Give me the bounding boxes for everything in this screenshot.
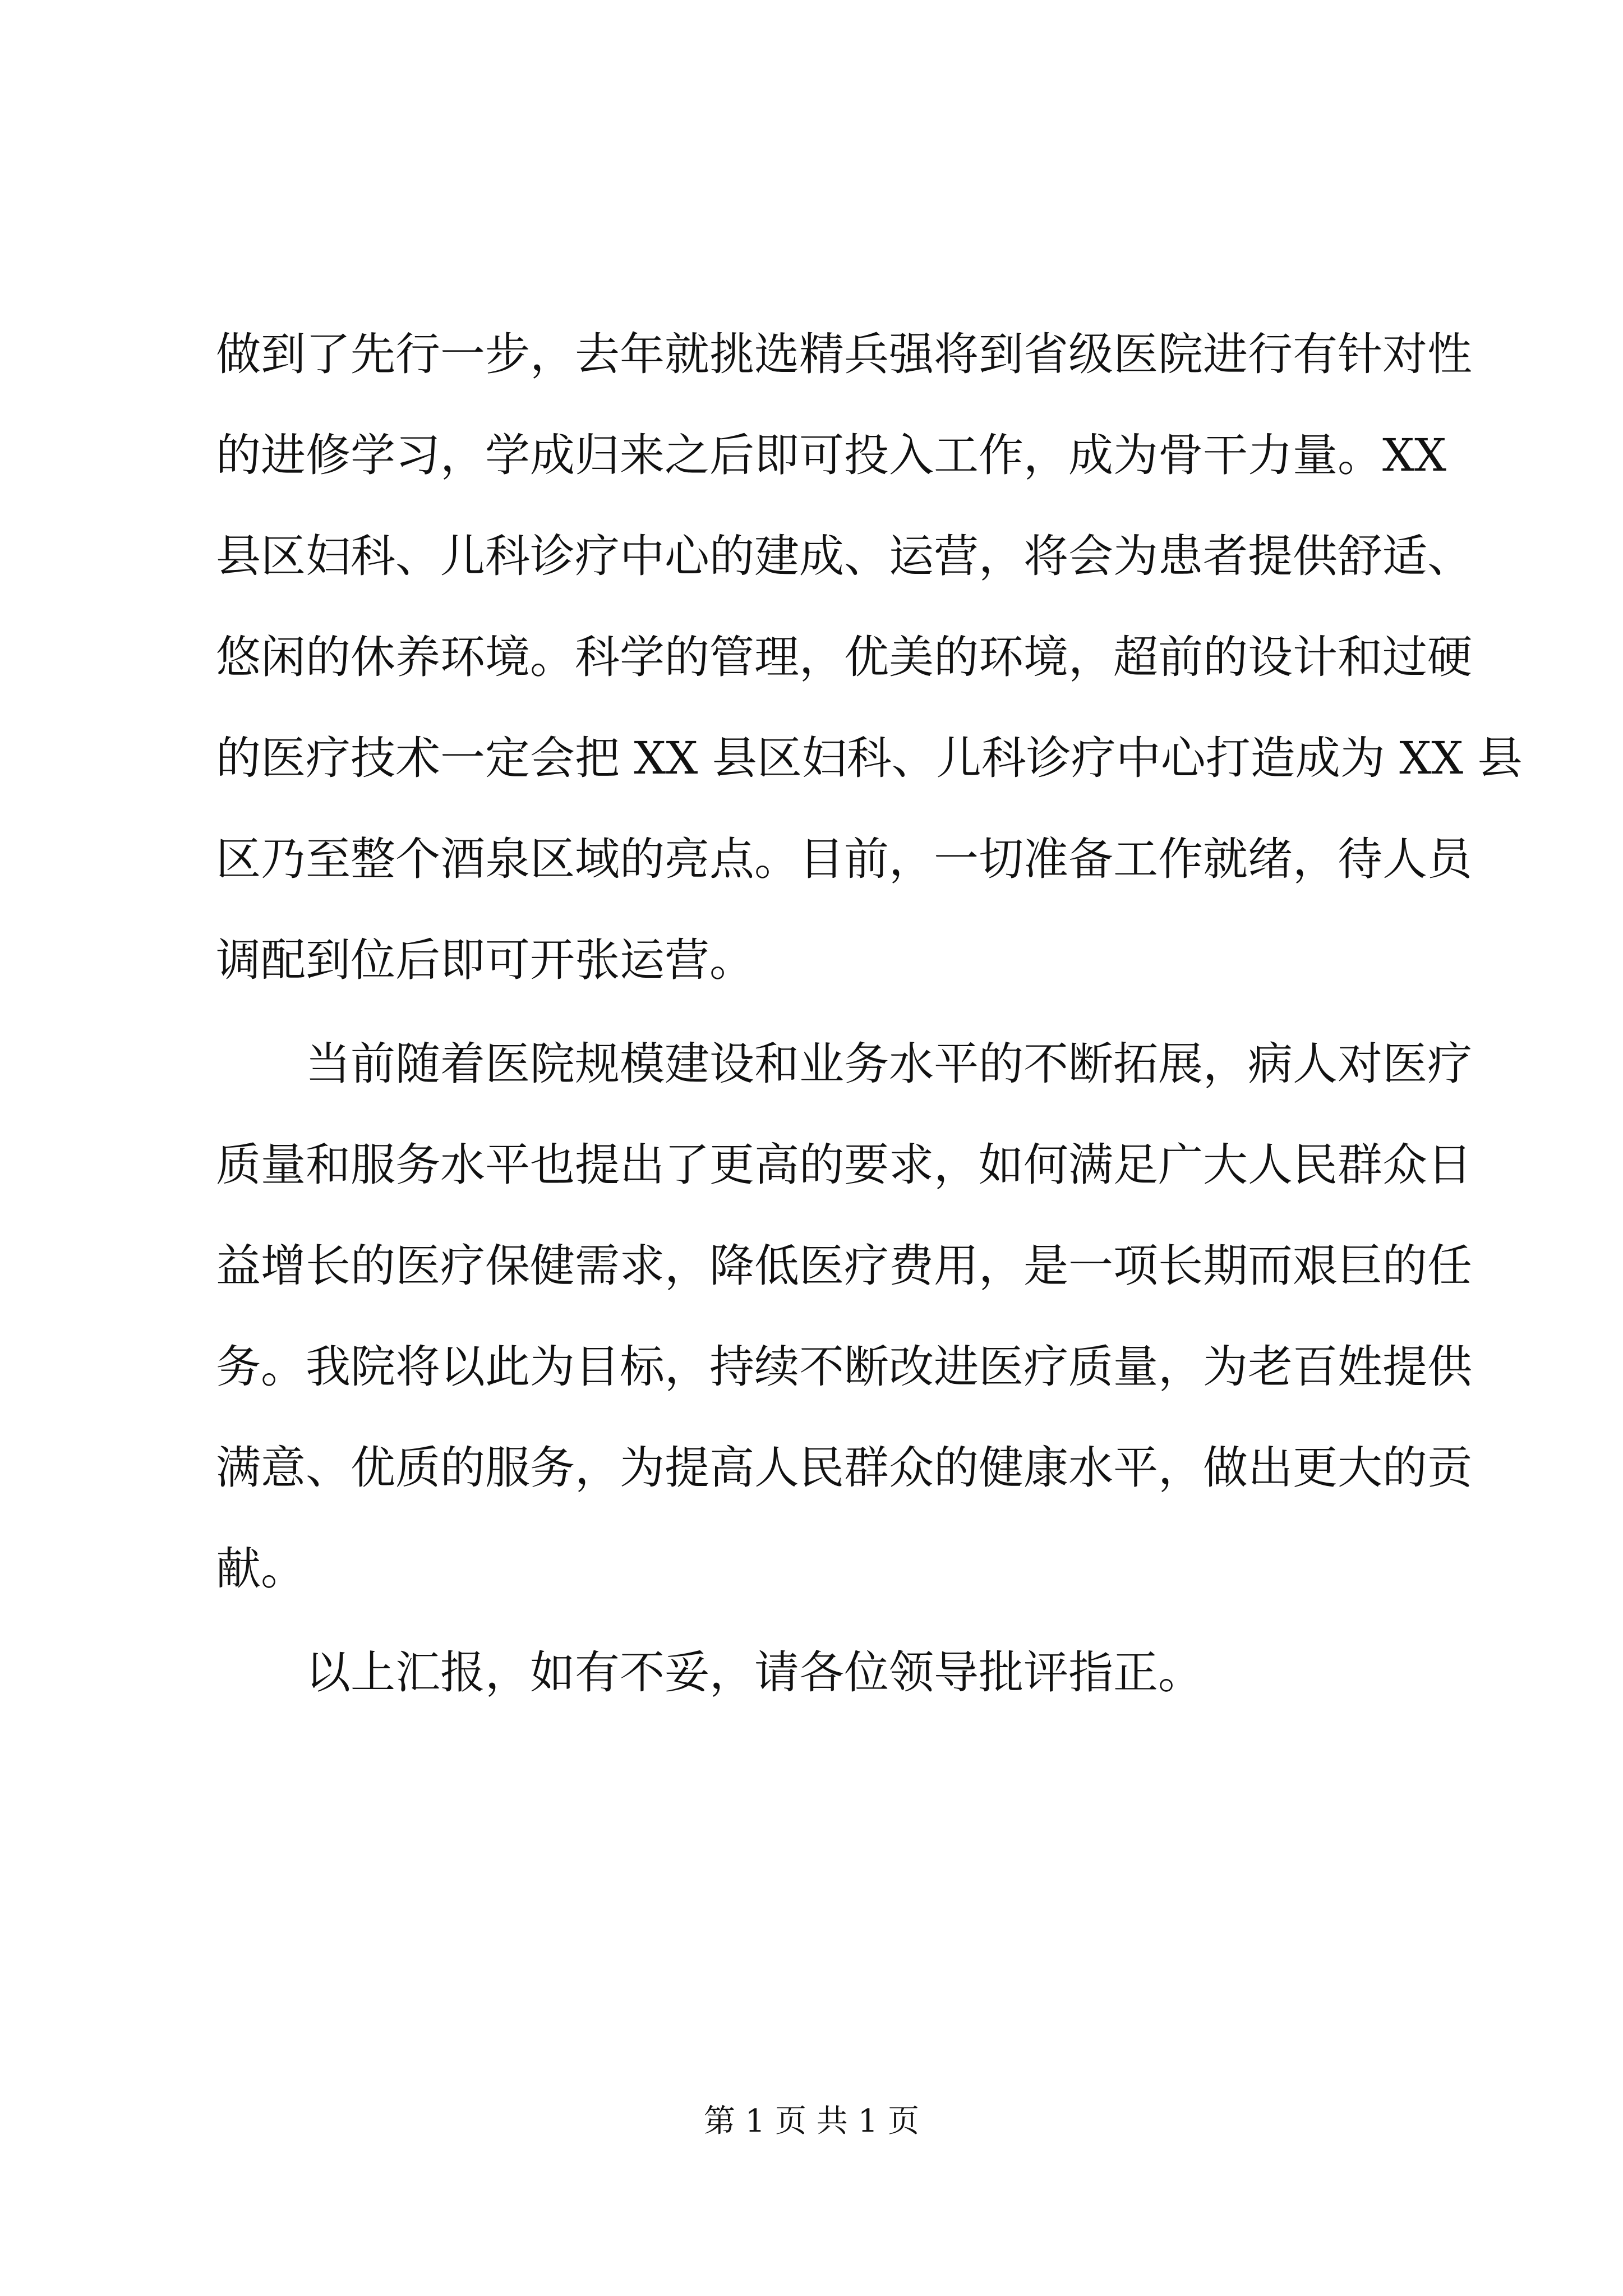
text-line: 悠闲的休养环境。科学的管理，优美的环境，超前的设计和过硬 xyxy=(216,631,1472,683)
text-line: 质量和服务水平也提出了更高的要求，如何满足广大人民群众日 xyxy=(216,1139,1472,1191)
text-line: 的进修学习，学成归来之后即可投入工作，成为骨干力量。XX xyxy=(216,429,1446,481)
text-line: 县区妇科、儿科诊疗中心的建成、运营，将会为患者提供舒适、 xyxy=(216,530,1472,582)
text-line: 的医疗技术一定会把 XX 县区妇科、儿科诊疗中心打造成为 XX 县 xyxy=(216,732,1523,784)
text-line: 满意、优质的服务，为提高人民群众的健康水平，做出更大的贡 xyxy=(216,1442,1472,1494)
text-line: 调配到位后即可开张运营。 xyxy=(216,934,754,986)
text-line: 做到了先行一步，去年就挑选精兵强将到省级医院进行有针对性 xyxy=(216,328,1472,380)
text-line: 当前随着医院规模建设和业务水平的不断拓展，病人对医疗 xyxy=(216,1038,1472,1090)
page-footer: 第 1 页 共 1 页 xyxy=(703,2103,920,2139)
paragraph-3 xyxy=(216,1622,1416,1723)
text-line: 益增长的医疗保健需求，降低医疗费用，是一项长期而艰巨的任 xyxy=(216,1240,1472,1292)
text-line: 以上汇报，如有不妥，请各位领导批评指正。 xyxy=(216,1646,1203,1699)
text-line: 献。 xyxy=(216,1543,306,1595)
paragraph-2 xyxy=(216,1014,1472,1619)
paragraph-1 xyxy=(216,304,1523,1011)
document-body xyxy=(216,304,1523,1723)
text-line: 务。我院将以此为目标，持续不断改进医疗质量，为老百姓提供 xyxy=(216,1341,1472,1393)
text-line: 区乃至整个酒泉区域的亮点。目前，一切准备工作就绪，待人员 xyxy=(216,833,1472,885)
